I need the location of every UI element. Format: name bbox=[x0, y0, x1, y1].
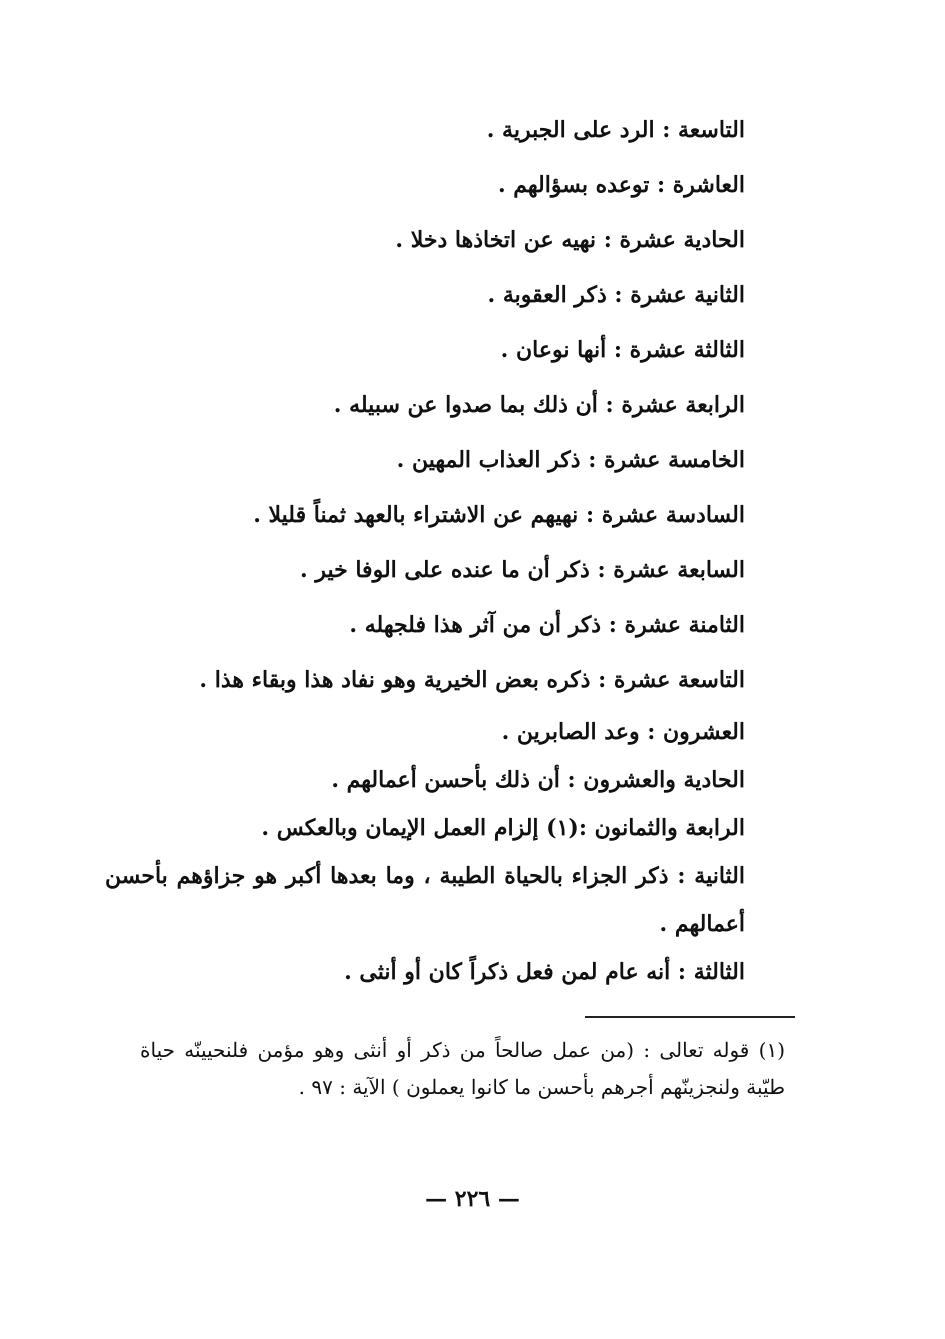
page-number: — ٢٢٦ — bbox=[425, 1186, 520, 1212]
list-item: الحادية والعشرون : أن ذلك بأحسن أعمالهم . bbox=[331, 767, 745, 793]
list-item: الثانية : ذكر الجزاء بالحياة الطيبة ، وما بعدها أكبر هو جزاؤهم بأحسن أعمالهم . bbox=[105, 863, 745, 937]
list-item: الخامسة عشرة : ذكر العذاب المهين . bbox=[396, 447, 745, 473]
list-item: التاسعة : الرد على الجبرية . bbox=[486, 117, 745, 143]
list-item: الرابعة عشرة : أن ذلك بما صدوا عن سبيله . bbox=[333, 392, 745, 418]
list-item: الحادية عشرة : نهيه عن اتخاذها دخلا . bbox=[395, 227, 745, 253]
list-item: العاشرة : توعده بسؤالهم . bbox=[497, 172, 745, 198]
list-item: الثامنة عشرة : ذكر أن من آثر هذا فلجهله . bbox=[349, 612, 745, 638]
list-item: الثالثة : أنه عام لمن فعل ذكراً كان أو أنثى . bbox=[344, 959, 745, 985]
footnote-divider bbox=[585, 1016, 795, 1018]
list-item: الرابعة والثمانون :(١) إلزام العمل الإيمان وبالعكس . bbox=[261, 815, 745, 841]
points-list bbox=[105, 103, 745, 996]
list-item: الثالثة عشرة : أنها نوعان . bbox=[500, 337, 745, 363]
list-item: السادسة عشرة : نهيهم عن الاشتراء بالعهد ثمناً قليلا . bbox=[253, 502, 745, 528]
list-item: السابعة عشرة : ذكر أن ما عنده على الوفا خير . bbox=[300, 557, 745, 583]
list-item: العشرون : وعد الصابرين . bbox=[501, 719, 745, 745]
list-item: الثانية عشرة : ذكر العقوبة . bbox=[487, 282, 745, 308]
list-item: التاسعة عشرة : ذكره بعض الخيرية وهو نفاد هذا وبقاء هذا . bbox=[199, 667, 745, 693]
footnote: (١) قوله تعالى : (من عمل صالحاً من ذكر أو أنثى وهو مؤمن فلنحيينّه حياة طيّبة ولنجزينّهم أجرهم بأحسن ما كانوا يعملون ) الآية : ٩٧ . bbox=[140, 1038, 785, 1099]
